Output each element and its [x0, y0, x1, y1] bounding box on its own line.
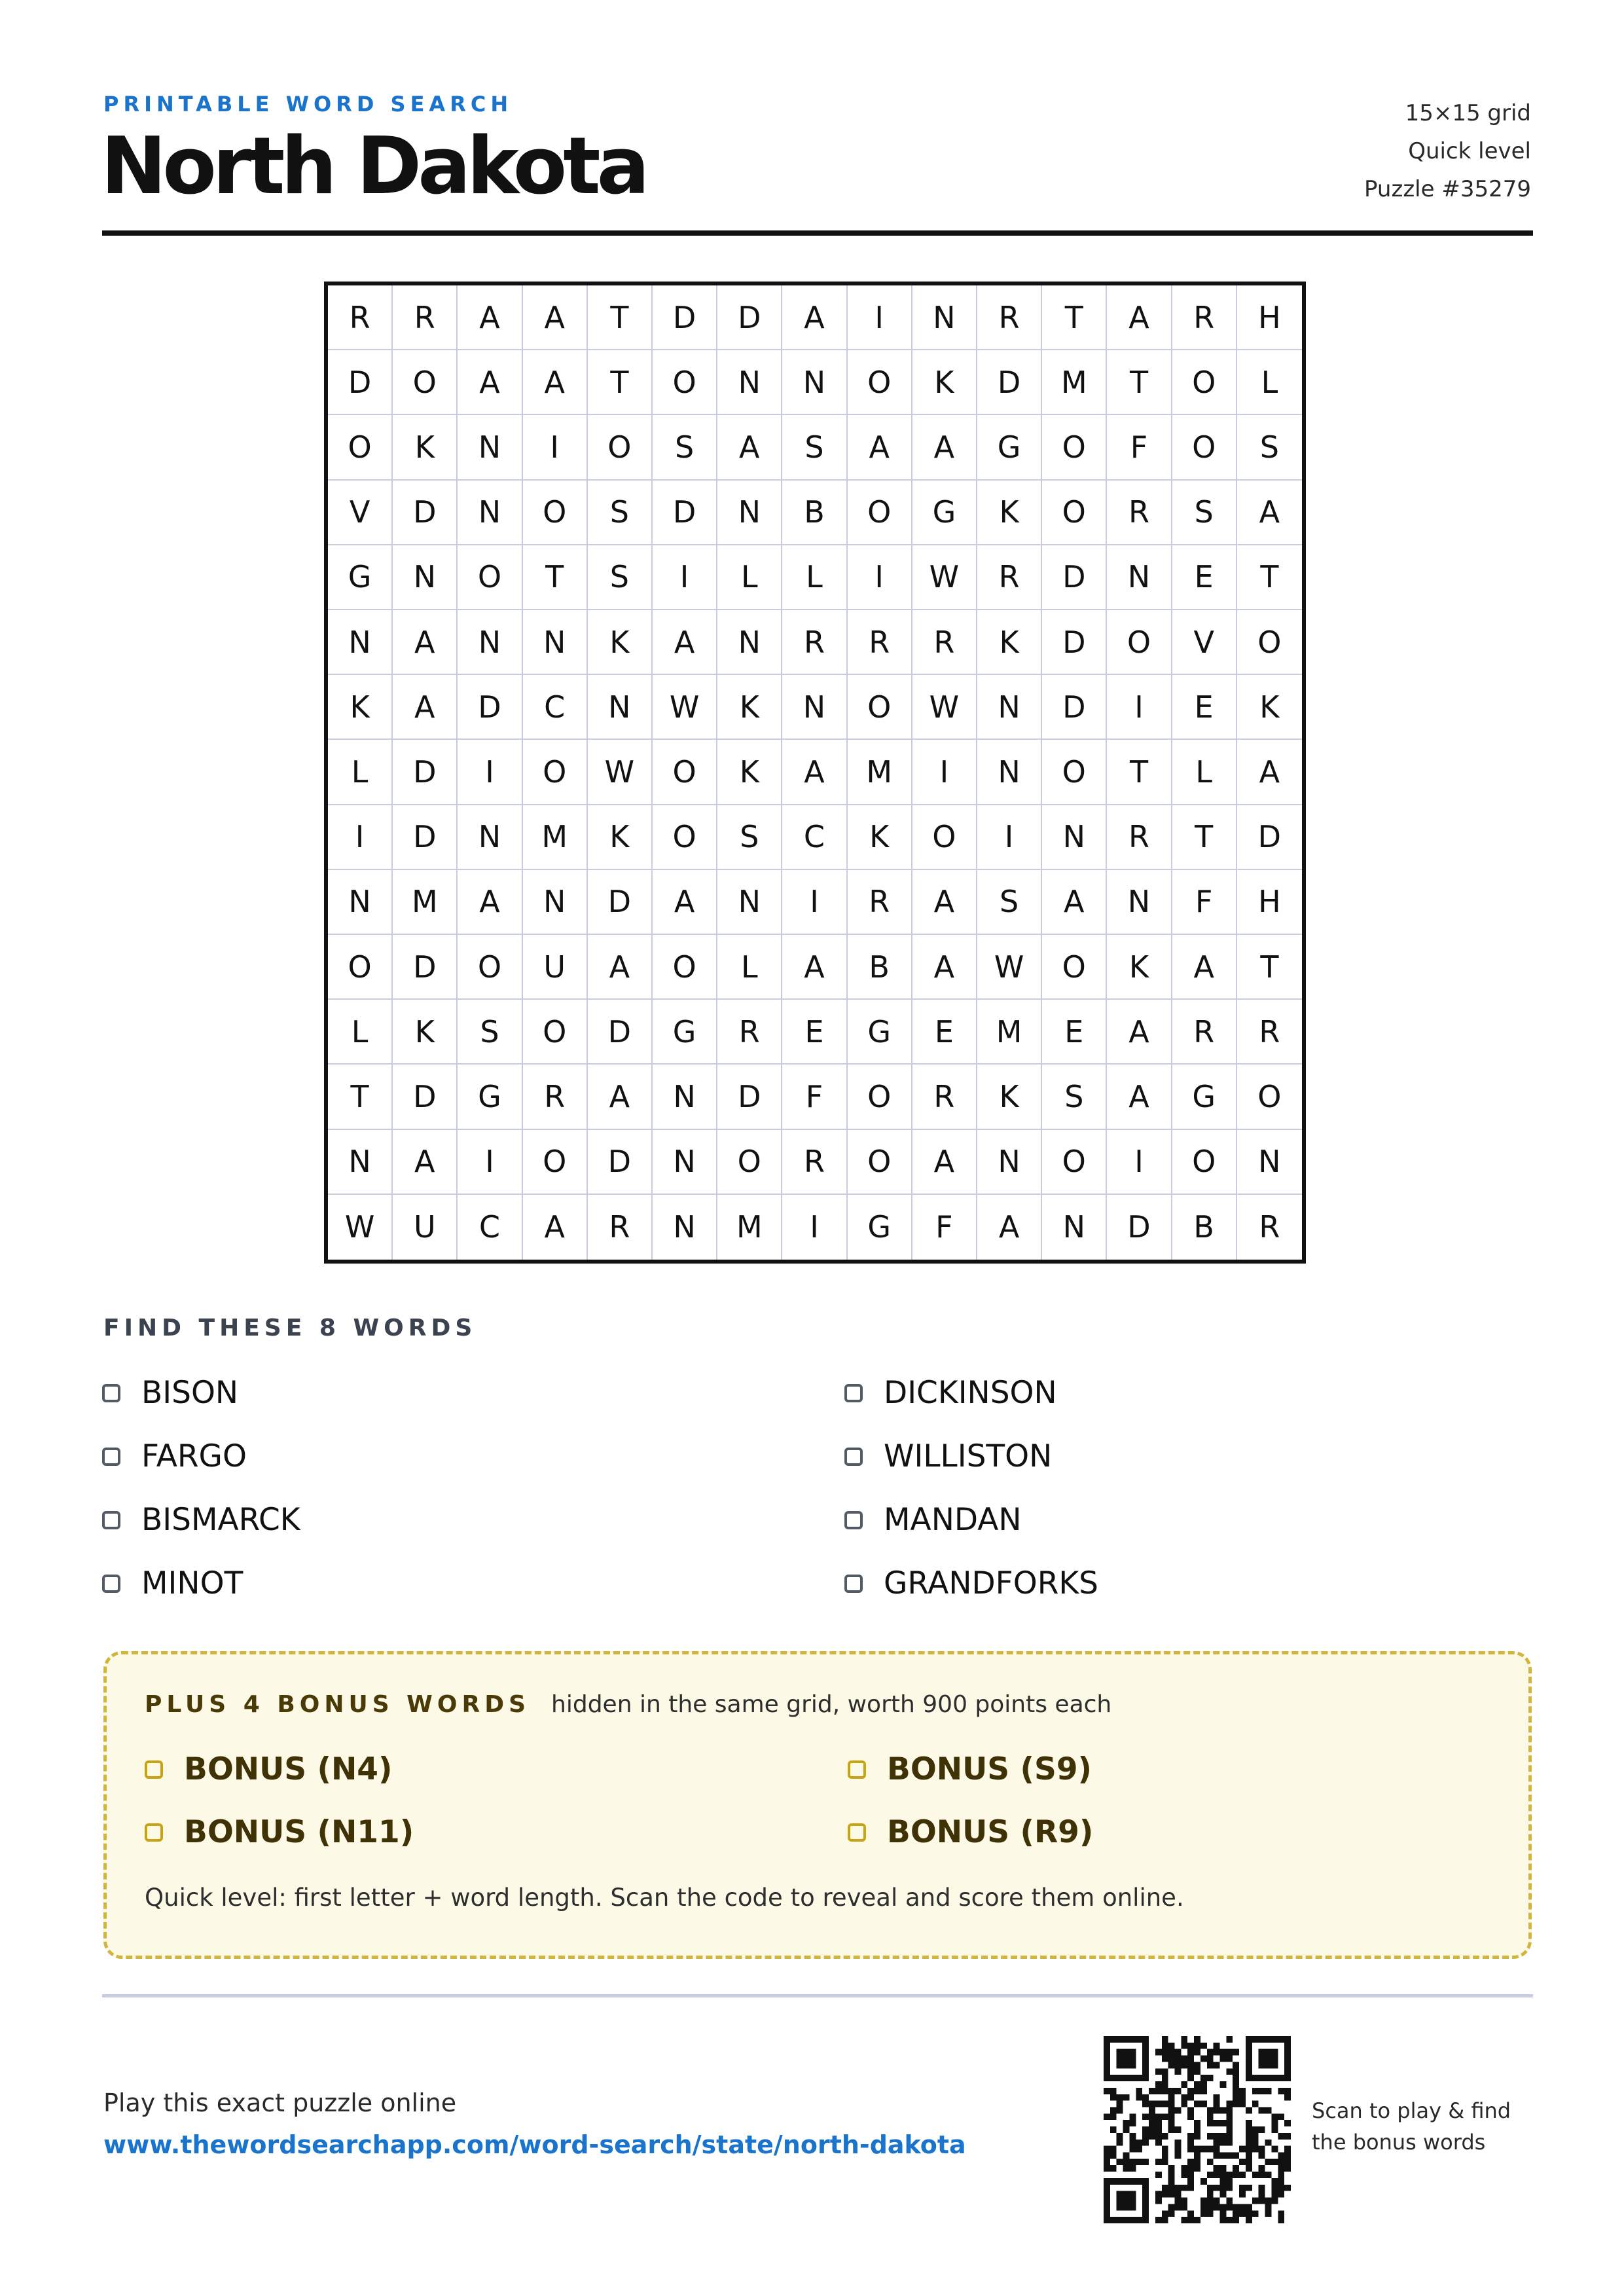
grid-cell[interactable]: N: [717, 350, 782, 415]
grid-cell[interactable]: O: [653, 935, 717, 1000]
grid-cell[interactable]: I: [523, 415, 588, 480]
grid-cell[interactable]: R: [782, 610, 847, 675]
grid-cell[interactable]: A: [1237, 740, 1302, 805]
qr-caption-line: the bonus words: [1312, 2130, 1486, 2155]
grid-cell[interactable]: N: [782, 350, 847, 415]
grid-cell[interactable]: A: [782, 935, 847, 1000]
grid-cell[interactable]: N: [977, 675, 1042, 740]
grid-cell[interactable]: O: [1172, 415, 1237, 480]
grid-cell[interactable]: L: [1172, 740, 1237, 805]
grid-cell[interactable]: K: [393, 1000, 458, 1065]
grid-cell[interactable]: N: [782, 675, 847, 740]
grid-cell[interactable]: U: [393, 1195, 458, 1260]
grid-cell[interactable]: C: [523, 675, 588, 740]
grid-cell[interactable]: K: [977, 610, 1042, 675]
word-label: DICKINSON: [884, 1375, 1057, 1411]
bonus-title: PLUS 4 BONUS WORDS: [145, 1691, 531, 1718]
grid-cell[interactable]: D: [717, 1065, 782, 1129]
grid-cell[interactable]: A: [1107, 1000, 1172, 1065]
grid-cell[interactable]: K: [393, 415, 458, 480]
bonus-word-item[interactable]: [848, 1814, 1093, 1850]
grid-cell[interactable]: A: [458, 285, 522, 350]
grid-cell[interactable]: O: [523, 1130, 588, 1195]
grid-cell[interactable]: N: [328, 870, 393, 935]
grid-cell[interactable]: S: [977, 870, 1042, 935]
grid-cell[interactable]: T: [588, 285, 653, 350]
grid-cell[interactable]: O: [588, 415, 653, 480]
bonus-word-label: BONUS (R9): [887, 1814, 1094, 1850]
grid-cell[interactable]: N: [653, 1130, 717, 1195]
grid-cell[interactable]: A: [653, 870, 717, 935]
grid-cell[interactable]: D: [393, 481, 458, 545]
grid-cell[interactable]: K: [848, 805, 912, 870]
checkbox-icon[interactable]: [848, 1760, 866, 1779]
grid-cell[interactable]: R: [782, 1130, 847, 1195]
bonus-word-item[interactable]: [145, 1814, 414, 1850]
grid-cell[interactable]: K: [717, 740, 782, 805]
word-item[interactable]: [102, 1438, 247, 1474]
checkbox-icon[interactable]: [844, 1384, 863, 1402]
grid-cell[interactable]: O: [523, 740, 588, 805]
grid-cell[interactable]: O: [848, 675, 912, 740]
grid-cell[interactable]: G: [653, 1000, 717, 1065]
grid-cell[interactable]: R: [588, 1195, 653, 1260]
grid-cell[interactable]: L: [1237, 350, 1302, 415]
grid-cell[interactable]: A: [458, 350, 522, 415]
grid-cell[interactable]: D: [1107, 1195, 1172, 1260]
grid-cell[interactable]: K: [977, 481, 1042, 545]
find-heading: FIND THESE 8 WORDS: [103, 1315, 477, 1341]
qr-code-icon[interactable]: [1104, 2036, 1291, 2223]
grid-cell[interactable]: I: [782, 1195, 847, 1260]
grid-cell[interactable]: D: [328, 350, 393, 415]
grid-cell[interactable]: O: [1237, 610, 1302, 675]
grid-cell[interactable]: E: [912, 1000, 977, 1065]
grid-cell[interactable]: A: [717, 415, 782, 480]
grid-cell[interactable]: O: [653, 805, 717, 870]
grid-cell[interactable]: M: [848, 740, 912, 805]
word-item[interactable]: [844, 1438, 1052, 1474]
grid-cell[interactable]: A: [393, 610, 458, 675]
word-label: BISMARCK: [141, 1502, 300, 1538]
grid-cell[interactable]: R: [1259, 1209, 1280, 1245]
grid-cell[interactable]: D: [1042, 610, 1107, 675]
grid-cell[interactable]: K: [977, 1065, 1042, 1129]
grid-cell[interactable]: E: [782, 1000, 847, 1065]
grid-cell[interactable]: R: [912, 1065, 977, 1129]
grid-cell[interactable]: D: [1042, 675, 1107, 740]
grid-cell[interactable]: K: [912, 350, 977, 415]
grid-cell[interactable]: N: [1042, 1195, 1107, 1260]
grid-cell[interactable]: S: [458, 1000, 522, 1065]
grid-cell[interactable]: D: [717, 285, 782, 350]
bonus-word-item[interactable]: [145, 1751, 393, 1787]
grid-cell[interactable]: E: [1042, 1000, 1107, 1065]
grid-cell[interactable]: A: [1107, 285, 1172, 350]
qr-caption-line: Scan to play & find: [1312, 2098, 1511, 2123]
grid-cell[interactable]: G: [328, 545, 393, 610]
bonus-panel: [103, 1651, 1532, 1959]
grid-cell[interactable]: R: [717, 1000, 782, 1065]
grid-cell[interactable]: N: [458, 805, 522, 870]
checkbox-icon[interactable]: [102, 1511, 120, 1529]
grid-cell[interactable]: E: [1172, 675, 1237, 740]
grid-cell[interactable]: O: [523, 481, 588, 545]
word-item[interactable]: [102, 1565, 243, 1601]
checkbox-icon[interactable]: [145, 1760, 163, 1779]
grid-cell[interactable]: A: [782, 285, 847, 350]
play-online-label: Play this exact puzzle online: [103, 2088, 457, 2117]
grid-cell[interactable]: T: [1172, 805, 1237, 870]
grid-cell[interactable]: A: [848, 415, 912, 480]
grid-cell[interactable]: N: [393, 545, 458, 610]
grid-cell[interactable]: O: [1042, 1130, 1107, 1195]
grid-cell[interactable]: L: [328, 1000, 393, 1065]
grid-cell[interactable]: V: [328, 481, 393, 545]
grid-cell[interactable]: O: [653, 740, 717, 805]
grid-cell[interactable]: D: [653, 285, 717, 350]
grid-cell[interactable]: N: [328, 1130, 393, 1195]
grid-cell[interactable]: O: [328, 935, 393, 1000]
grid-cell[interactable]: K: [1107, 935, 1172, 1000]
grid-cell[interactable]: M: [1042, 350, 1107, 415]
grid-cell[interactable]: O: [523, 1000, 588, 1065]
grid-cell[interactable]: M: [523, 805, 588, 870]
word-item[interactable]: [102, 1502, 300, 1538]
grid-cell[interactable]: O: [1107, 610, 1172, 675]
grid-cell[interactable]: O: [1042, 935, 1107, 1000]
grid-cell[interactable]: O: [1172, 1130, 1237, 1195]
grid-cell[interactable]: D: [393, 805, 458, 870]
grid-cell[interactable]: N: [912, 285, 977, 350]
word-item[interactable]: [844, 1565, 1098, 1601]
grid-cell[interactable]: S: [1237, 415, 1302, 480]
grid-cell[interactable]: T: [1237, 545, 1302, 610]
page-title: North Dakota: [101, 121, 646, 212]
grid-cell[interactable]: A: [458, 870, 522, 935]
bonus-word-label: BONUS (S9): [887, 1751, 1092, 1787]
grid-cell[interactable]: F: [912, 1195, 977, 1260]
grid-cell[interactable]: I: [848, 545, 912, 610]
word-label: WILLISTON: [884, 1438, 1053, 1474]
grid-cell[interactable]: R: [912, 610, 977, 675]
word-label: GRANDFORKS: [884, 1565, 1099, 1601]
bonus-word-label: BONUS (N11): [184, 1814, 414, 1850]
grid-cell[interactable]: S: [653, 415, 717, 480]
grid-cell[interactable]: O: [848, 350, 912, 415]
bonus-header: [145, 1691, 1111, 1718]
grid-cell[interactable]: C: [782, 805, 847, 870]
grid-cell[interactable]: L: [782, 545, 847, 610]
grid-cell[interactable]: N: [458, 610, 522, 675]
grid-cell[interactable]: A: [653, 610, 717, 675]
grid-cell[interactable]: O: [458, 545, 522, 610]
grid-cell[interactable]: U: [523, 935, 588, 1000]
grid-cell[interactable]: A: [912, 935, 977, 1000]
grid-cell[interactable]: O: [1237, 1065, 1302, 1129]
grid-cell[interactable]: O: [1042, 481, 1107, 545]
grid-cell[interactable]: S: [588, 481, 653, 545]
grid-cell[interactable]: I: [653, 545, 717, 610]
qr-caption: [1312, 2095, 1511, 2158]
grid-cell[interactable]: N: [717, 610, 782, 675]
grid-cell[interactable]: O: [393, 350, 458, 415]
bonus-word-label: BONUS (N4): [184, 1751, 393, 1787]
grid-cell[interactable]: K: [1237, 675, 1302, 740]
difficulty-level: Quick level: [1408, 138, 1531, 164]
grid-cell[interactable]: I: [977, 805, 1042, 870]
grid-cell[interactable]: A: [782, 740, 847, 805]
footer-divider: [102, 1994, 1533, 1997]
checkbox-icon[interactable]: [844, 1448, 863, 1466]
grid-cell[interactable]: N: [1237, 1130, 1302, 1195]
grid-cell[interactable]: N: [1042, 805, 1107, 870]
grid-cell[interactable]: A: [523, 1195, 588, 1260]
grid-cell[interactable]: M: [717, 1195, 782, 1260]
word-item[interactable]: [844, 1502, 1022, 1538]
grid-cell[interactable]: N: [717, 481, 782, 545]
grid-cell[interactable]: O: [848, 1130, 912, 1195]
grid-cell[interactable]: I: [1107, 675, 1172, 740]
checkbox-icon[interactable]: [102, 1384, 120, 1402]
grid-cell[interactable]: K: [588, 610, 653, 675]
grid-cell[interactable]: A: [523, 285, 588, 350]
grid-cell[interactable]: N: [458, 415, 522, 480]
grid-size: 15×15 grid: [1405, 100, 1531, 126]
grid-cell[interactable]: N: [977, 740, 1042, 805]
bonus-footnote: Quick level: first letter + word length. Scan the code to reveal and score them online.: [145, 1884, 1184, 1912]
grid-cell[interactable]: O: [1172, 350, 1237, 415]
grid-cell[interactable]: K: [328, 675, 393, 740]
grid-cell[interactable]: R: [1237, 1000, 1302, 1065]
grid-cell[interactable]: G: [977, 415, 1042, 480]
grid-cell[interactable]: A: [523, 350, 588, 415]
grid-cell[interactable]: S: [1172, 481, 1237, 545]
grid-cell[interactable]: G: [1172, 1065, 1237, 1129]
checkbox-icon[interactable]: [844, 1575, 863, 1593]
grid-cell[interactable]: O: [458, 935, 522, 1000]
word-label: MINOT: [141, 1565, 244, 1601]
grid-cell[interactable]: N: [717, 870, 782, 935]
grid-cell[interactable]: B: [782, 481, 847, 545]
grid-cell[interactable]: N: [328, 610, 393, 675]
grid-cell[interactable]: R: [328, 285, 393, 350]
grid-cell[interactable]: O: [1042, 415, 1107, 480]
grid-cell[interactable]: A: [1237, 481, 1302, 545]
grid-cell[interactable]: D: [977, 350, 1042, 415]
grid-cell[interactable]: S: [588, 545, 653, 610]
grid-cell[interactable]: W: [653, 675, 717, 740]
grid-cell[interactable]: O: [1042, 740, 1107, 805]
word-label: BISON: [141, 1375, 239, 1411]
grid-cell[interactable]: A: [977, 1195, 1042, 1260]
grid-cell[interactable]: I: [458, 1130, 522, 1195]
grid-cell[interactable]: H: [1237, 285, 1302, 350]
grid-cell[interactable]: T: [1107, 350, 1172, 415]
bonus-note: hidden in the same grid, worth 900 points each: [551, 1691, 1112, 1718]
grid-cell[interactable]: K: [588, 805, 653, 870]
grid-cell[interactable]: W: [912, 675, 977, 740]
checkbox-icon[interactable]: [102, 1575, 120, 1593]
grid-cell[interactable]: R: [977, 545, 1042, 610]
grid-cell[interactable]: L: [717, 545, 782, 610]
grid-cell[interactable]: S: [1042, 1065, 1107, 1129]
grid-cell[interactable]: T: [1107, 740, 1172, 805]
page-kicker: PRINTABLE WORD SEARCH: [103, 92, 513, 117]
grid-cell[interactable]: G: [848, 1000, 912, 1065]
grid-cell[interactable]: W: [328, 1195, 393, 1260]
grid-cell[interactable]: O: [717, 1130, 782, 1195]
grid-cell[interactable]: F: [1172, 870, 1237, 935]
grid-cell[interactable]: T: [328, 1065, 393, 1129]
grid-cell[interactable]: B: [848, 935, 912, 1000]
grid-cell[interactable]: A: [588, 935, 653, 1000]
grid-cell[interactable]: R: [393, 285, 458, 350]
word-label: FARGO: [141, 1438, 247, 1474]
grid-cell[interactable]: N: [458, 481, 522, 545]
word-item[interactable]: [844, 1375, 1057, 1411]
grid-cell[interactable]: B: [1172, 1195, 1237, 1260]
grid-cell[interactable]: G: [912, 481, 977, 545]
puzzle-number: Puzzle #35279: [1364, 176, 1531, 202]
grid-cell[interactable]: N: [588, 675, 653, 740]
grid-cell[interactable]: D: [588, 1000, 653, 1065]
grid-cell[interactable]: L: [328, 740, 393, 805]
bonus-word-item[interactable]: [848, 1751, 1092, 1787]
grid-cell[interactable]: F: [782, 1065, 847, 1129]
letter-grid[interactable]: [324, 282, 1306, 1264]
grid-cell[interactable]: D: [588, 870, 653, 935]
grid-cell[interactable]: I: [1107, 1130, 1172, 1195]
grid-cell[interactable]: O: [653, 350, 717, 415]
grid-cell[interactable]: R: [1107, 805, 1172, 870]
grid-cell[interactable]: A: [393, 1130, 458, 1195]
grid-cell[interactable]: A: [912, 1130, 977, 1195]
grid-cell[interactable]: L: [717, 935, 782, 1000]
checkbox-icon[interactable]: [848, 1823, 866, 1842]
checkbox-icon[interactable]: [844, 1511, 863, 1529]
grid-cell[interactable]: A: [912, 415, 977, 480]
word-label: MANDAN: [884, 1502, 1022, 1538]
grid-cell[interactable]: W: [588, 740, 653, 805]
grid-cell[interactable]: R: [523, 1065, 588, 1129]
word-item[interactable]: [102, 1375, 238, 1411]
grid-cell[interactable]: F: [1107, 415, 1172, 480]
grid-cell[interactable]: R: [848, 870, 912, 935]
grid-cell[interactable]: T: [523, 545, 588, 610]
grid-cell[interactable]: W: [977, 935, 1042, 1000]
grid-cell[interactable]: D: [393, 935, 458, 1000]
grid-cell[interactable]: D: [393, 740, 458, 805]
grid-cell[interactable]: O: [912, 805, 977, 870]
grid-cell[interactable]: V: [1172, 610, 1237, 675]
grid-cell[interactable]: S: [782, 415, 847, 480]
grid-cell[interactable]: A: [393, 675, 458, 740]
grid-cell[interactable]: N: [523, 870, 588, 935]
grid-cell[interactable]: R: [1172, 1000, 1237, 1065]
grid-cell[interactable]: K: [717, 675, 782, 740]
grid-cell[interactable]: G: [458, 1065, 522, 1129]
grid-cell[interactable]: N: [977, 1130, 1042, 1195]
grid-cell[interactable]: D: [393, 1065, 458, 1129]
grid-cell[interactable]: E: [1172, 545, 1237, 610]
grid-cell[interactable]: R: [977, 285, 1042, 350]
puzzle-meta: [1364, 94, 1531, 208]
grid-cell[interactable]: N: [653, 1065, 717, 1129]
grid-cell[interactable]: M: [977, 1000, 1042, 1065]
grid-cell[interactable]: R: [1107, 481, 1172, 545]
grid-cell[interactable]: D: [588, 1130, 653, 1195]
grid-cell[interactable]: R: [848, 610, 912, 675]
grid-cell[interactable]: N: [653, 1195, 717, 1260]
grid-cell[interactable]: N: [1107, 870, 1172, 935]
grid-cell[interactable]: D: [653, 481, 717, 545]
grid-cell[interactable]: O: [328, 415, 393, 480]
grid-cell[interactable]: G: [848, 1195, 912, 1260]
grid-cell[interactable]: O: [848, 481, 912, 545]
checkbox-icon[interactable]: [145, 1823, 163, 1842]
grid-cell[interactable]: A: [1107, 1065, 1172, 1129]
checkbox-icon[interactable]: [102, 1448, 120, 1466]
puzzle-url-link[interactable]: www.thewordsearchapp.com/word-search/state/north-dakota: [103, 2130, 966, 2159]
grid-cell[interactable]: H: [1237, 870, 1302, 935]
grid-cell[interactable]: A: [1172, 935, 1237, 1000]
grid-cell[interactable]: I: [458, 740, 522, 805]
grid-cell[interactable]: A: [1042, 870, 1107, 935]
grid-cell[interactable]: T: [1042, 285, 1107, 350]
grid-cell[interactable]: C: [458, 1195, 522, 1260]
grid-cell[interactable]: A: [912, 870, 977, 935]
grid-cell[interactable]: W: [912, 545, 977, 610]
grid-cell[interactable]: I: [328, 805, 393, 870]
grid-cell[interactable]: O: [848, 1065, 912, 1129]
grid-cell[interactable]: D: [458, 675, 522, 740]
grid-cell[interactable]: T: [588, 350, 653, 415]
grid-cell[interactable]: R: [1172, 285, 1237, 350]
grid-cell[interactable]: S: [717, 805, 782, 870]
grid-cell[interactable]: I: [912, 740, 977, 805]
grid-cell[interactable]: I: [782, 870, 847, 935]
grid-cell[interactable]: A: [588, 1065, 653, 1129]
grid-cell[interactable]: M: [393, 870, 458, 935]
grid-cell[interactable]: D: [1042, 545, 1107, 610]
grid-cell[interactable]: D: [1237, 805, 1302, 870]
grid-cell[interactable]: I: [848, 285, 912, 350]
grid-cell[interactable]: T: [1237, 935, 1302, 1000]
header-divider: [102, 230, 1533, 236]
grid-cell[interactable]: N: [523, 610, 588, 675]
grid-cell[interactable]: N: [1107, 545, 1172, 610]
